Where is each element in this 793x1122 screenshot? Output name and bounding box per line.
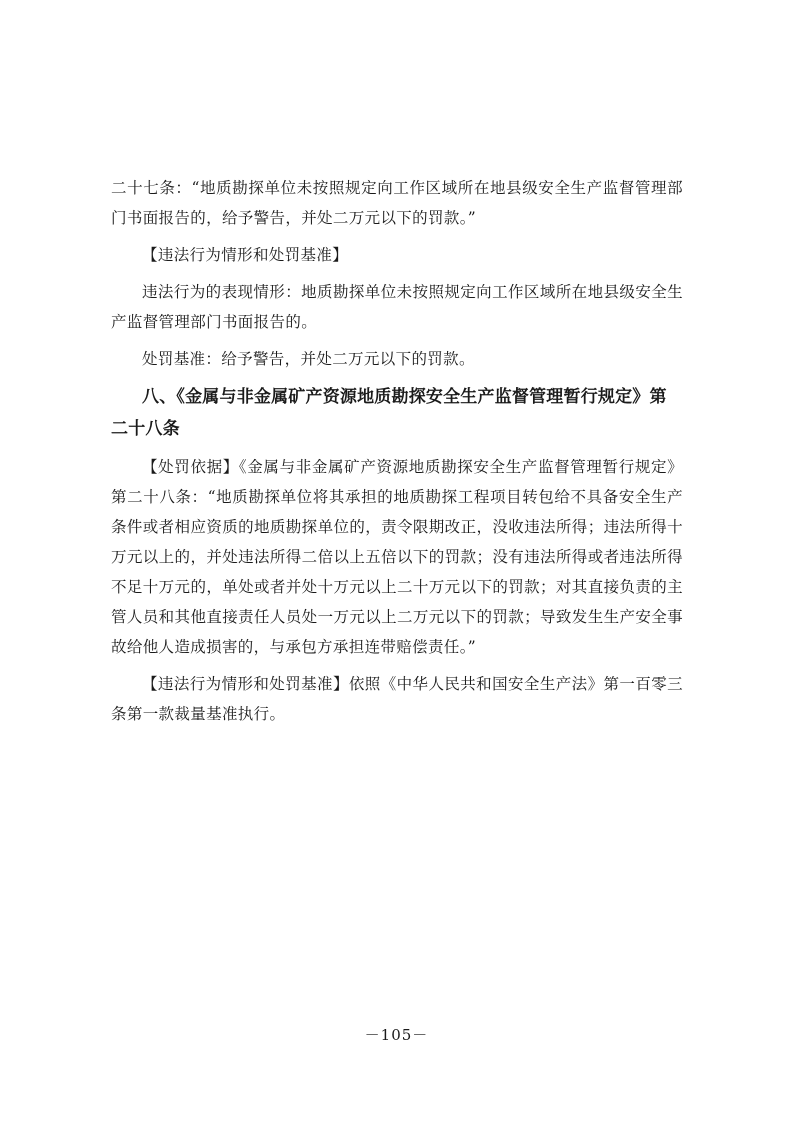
paragraph-penalty-standard: 处罚基准：给予警告，并处二万元以下的罚款。 (142, 350, 475, 368)
paragraph-violation-standard-reference: 【违法行为情形和处罚基准】依照《中华人民共和国安全生产法》第一百零三条第一款裁量基准执行。 (111, 675, 683, 723)
document-body (111, 173, 683, 736)
page-number: －105－ (364, 1026, 429, 1044)
paragraph-violation-description: 违法行为的表现情形：地质勘探单位未按照规定向工作区域所在地县级安全生产监督管理部门书面报告的。 (111, 283, 683, 331)
paragraph-violation-heading: 【违法行为情形和处罚基准】 (142, 246, 349, 264)
paragraph-penalty-basis: 【处罚依据】《金属与非金属矿产资源地质勘探安全生产监督管理暂行规定》第二十八条：“地质勘探单位将其承担的地质勘探工程项目转包给不具备安全生产条件或者相应资质的地质勘探单位的，责令限期改正，没收违法所得；违法所得十万元以上的，并处违法所得二倍以上五倍以下的罚款；没有违法所得或者违法所得不足十万元的，单处或者并处十万元以上二十万元以下的罚款；对其直接负责的主管人员和其他直接责任人员处一万元以上二万元以下的罚款；导致发生生产安全事故给他人造成损害的，与承包方承担连带赔偿责任。” (111, 458, 683, 656)
paragraph-article-27-text: 二十七条：“地质勘探单位未按照规定向工作区域所在地县级安全生产监督管理部门书面报告的，给予警告，并处二万元以下的罚款。” (111, 179, 683, 227)
section-heading: 八、《金属与非金属矿产资源地质勘探安全生产监督管理暂行规定》第二十八条 (111, 387, 667, 439)
